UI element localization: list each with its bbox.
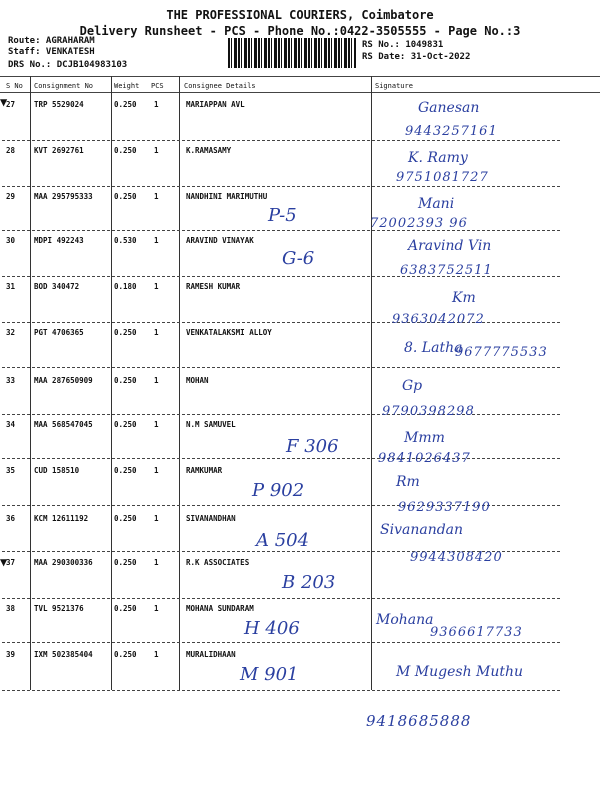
cell-consignee: R.K ASSOCIATES: [186, 558, 250, 567]
handwritten-signature: Mohana: [376, 612, 434, 628]
cell-sno: 30: [6, 236, 16, 245]
cell-weight: 0.250: [114, 558, 137, 567]
cell-weight: 0.250: [114, 146, 137, 155]
handwritten-phone: 9790398298: [382, 404, 475, 419]
handwritten-signature: Km: [452, 290, 476, 306]
cell-consignee: NANDHINI MARIMUTHU: [186, 192, 268, 201]
cell-consignment-no: CUD 158510: [34, 466, 80, 475]
staff-label: Staff: VENKATESH: [8, 47, 95, 57]
handwritten-signature: 8. Latha: [404, 340, 463, 356]
row-separator: [2, 230, 560, 231]
barcode: [228, 38, 356, 68]
handwritten-flat-number: A 504: [256, 530, 310, 551]
handwritten-signature: Aravind Vin: [408, 238, 492, 254]
handwritten-phone: 9751081727: [396, 170, 489, 185]
cell-consignee: MOHAN: [186, 376, 209, 385]
handwritten-signature: K. Ramy: [408, 150, 468, 166]
cell-consignment-no: MAA 295795333: [34, 192, 93, 201]
cell-consignment-no: PGT 4706365: [34, 328, 84, 337]
cell-sno: 35: [6, 466, 16, 475]
cell-consignee: N.M SAMUVEL: [186, 420, 236, 429]
handwritten-signature: Ganesan: [418, 100, 480, 116]
handwritten-signature: Gp: [402, 378, 423, 394]
cell-consignee: ARAVIND VINAYAK: [186, 236, 254, 245]
handwritten-flat-number: P 902: [252, 480, 305, 501]
handwritten-phone: 9363042072: [392, 312, 485, 327]
cell-weight: 0.250: [114, 328, 137, 337]
handwritten-flat-number: P-5: [268, 205, 297, 226]
cell-weight: 0.180: [114, 282, 137, 291]
cell-consignment-no: MAA 568547045: [34, 420, 93, 429]
column-header-signature: Signature: [375, 82, 413, 90]
handwritten-phone: 9629337190: [398, 500, 491, 515]
cell-weight: 0.250: [114, 192, 137, 201]
cell-consignment-no: KVT 2692761: [34, 146, 84, 155]
cell-weight: 0.250: [114, 100, 137, 109]
cell-sno: 33: [6, 376, 16, 385]
route-label: Route: AGRAHARAM: [8, 36, 95, 46]
cell-consignment-no: MAA 290300336: [34, 558, 93, 567]
column-header-consignment: Consignment No: [34, 82, 94, 90]
row-separator: [2, 458, 560, 459]
cell-pcs: 1: [154, 466, 159, 475]
rs-number: RS No.: 1049831: [362, 40, 444, 50]
cell-consignee: RAMESH KUMAR: [186, 282, 241, 291]
cell-consignee: K.RAMASAMY: [186, 146, 232, 155]
cell-consignment-no: MDPI 492243: [34, 236, 84, 245]
handwritten-flat-number: G-6: [282, 248, 315, 269]
cell-pcs: 1: [154, 236, 159, 245]
cell-sno: 32: [6, 328, 16, 337]
cell-consignee: MOHANA SUNDARAM: [186, 604, 254, 613]
row-separator: [2, 186, 560, 187]
cell-consignee: MARIAPPAN AVL: [186, 100, 245, 109]
cell-sno: 37: [6, 558, 16, 567]
row-separator: [2, 140, 560, 141]
cell-weight: 0.530: [114, 236, 137, 245]
cell-pcs: 1: [154, 420, 159, 429]
cell-consignee: SIVANANDHAN: [186, 514, 236, 523]
cell-pcs: 1: [154, 604, 159, 613]
handwritten-phone: 9443257161: [405, 124, 498, 139]
document-title: THE PROFESSIONAL COURIERS, Coimbatore: [166, 8, 434, 22]
row-separator: [2, 690, 560, 691]
cell-consignment-no: BOD 340472: [34, 282, 80, 291]
cell-pcs: 1: [154, 514, 159, 523]
cell-consignment-no: KCM 12611192: [34, 514, 89, 523]
column-header-sno: S No: [6, 82, 23, 90]
handwritten-signature: Rm: [396, 474, 420, 490]
handwritten-phone: 9677775533: [455, 345, 548, 360]
document-subtitle: Delivery Runsheet - PCS - Phone No.:0422-3505555 - Page No.:3: [79, 24, 521, 38]
cell-sno: 39: [6, 650, 16, 659]
cell-pcs: 1: [154, 558, 159, 567]
cell-pcs: 1: [154, 146, 159, 155]
cell-pcs: 1: [154, 192, 159, 201]
cell-consignee: RAMKUMAR: [186, 466, 223, 475]
cell-sno: 34: [6, 420, 16, 429]
cell-consignment-no: TRP 5529024: [34, 100, 84, 109]
table-top-border: [0, 76, 600, 77]
table-header-border: [0, 92, 600, 93]
cell-sno: 27: [6, 100, 16, 109]
cell-weight: 0.250: [114, 376, 137, 385]
cell-consignment-no: TVL 9521376: [34, 604, 84, 613]
row-separator: [2, 414, 560, 415]
cell-consignment-no: MAA 287650909: [34, 376, 93, 385]
handwritten-phone: 9944308420: [410, 550, 503, 565]
arrow-marker-icon: ▼: [0, 555, 8, 569]
rs-date: RS Date: 31-Oct-2022: [362, 52, 471, 62]
handwritten-signature: Mani: [418, 196, 455, 212]
cell-consignment-no: IXM 502385404: [34, 650, 93, 659]
handwritten-phone: 9841026437: [378, 451, 471, 466]
cell-sno: 38: [6, 604, 16, 613]
cell-weight: 0.250: [114, 604, 137, 613]
row-separator: [2, 642, 560, 643]
cell-weight: 0.250: [114, 650, 137, 659]
handwritten-phone: 6383752511: [400, 263, 493, 278]
row-separator: [2, 598, 560, 599]
cell-sno: 36: [6, 514, 16, 523]
cell-sno: 29: [6, 192, 16, 201]
cell-pcs: 1: [154, 376, 159, 385]
handwritten-signature: Sivanandan: [380, 522, 464, 538]
cell-weight: 0.250: [114, 420, 137, 429]
column-header-weight: Weight: [114, 82, 140, 90]
cell-weight: 0.250: [114, 466, 137, 475]
column-header-consignee: Consignee Details: [184, 82, 256, 90]
cell-pcs: 1: [154, 650, 159, 659]
handwritten-signature: M Mugesh Muthu: [396, 664, 524, 680]
handwritten-flat-number: F 306: [286, 436, 339, 457]
handwritten-flat-number: H 406: [244, 618, 300, 639]
handwritten-signature: Mmm: [404, 430, 445, 446]
arrow-marker-icon: ▼: [0, 95, 8, 109]
cell-sno: 31: [6, 282, 16, 291]
handwritten-flat-number: B 203: [282, 572, 336, 593]
handwritten-flat-number: M 901: [240, 664, 299, 685]
cell-pcs: 1: [154, 282, 159, 291]
handwritten-phone: 72002393 96: [370, 216, 468, 231]
handwritten-phone: 9366617733: [430, 625, 523, 640]
cell-pcs: 1: [154, 100, 159, 109]
cell-weight: 0.250: [114, 514, 137, 523]
column-header-pcs: PCS: [151, 82, 164, 90]
row-separator: [2, 367, 560, 368]
cell-pcs: 1: [154, 328, 159, 337]
handwritten-phone: 9418685888: [366, 712, 472, 730]
cell-sno: 28: [6, 146, 16, 155]
drs-number: DRS No.: DCJB104983103: [8, 60, 128, 70]
cell-consignee: VENKATALAKSMI ALLOY: [186, 328, 272, 337]
cell-consignee: MURALIDHAAN: [186, 650, 236, 659]
